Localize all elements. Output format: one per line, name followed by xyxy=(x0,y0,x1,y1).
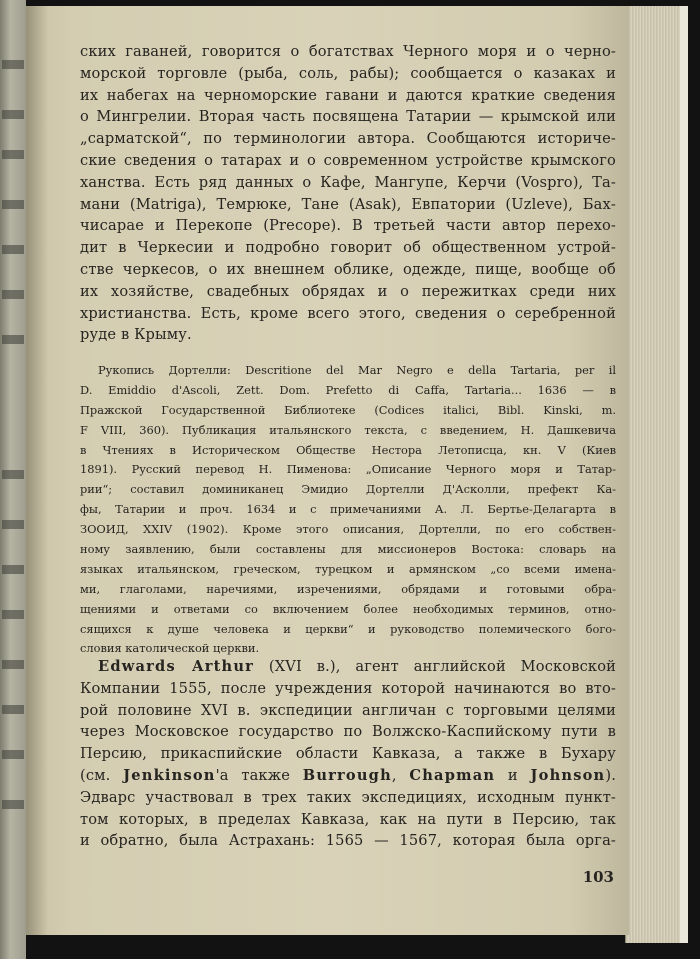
note-line: сящихся к душе человека и церкви“ и руководство полемического бого- xyxy=(80,621,616,636)
book-page xyxy=(26,6,629,935)
text-line: ских гаваней, говорится о богатствах Черного моря и о черно- xyxy=(80,43,616,60)
note-line: рии“; составил доминиканец Эмидио Дортелли Д'Асколли, префект Ка- xyxy=(80,482,616,497)
crossref-burrough: Burrough xyxy=(302,766,392,784)
page-block-edge xyxy=(625,6,686,943)
crossref-sep: и xyxy=(495,766,531,784)
text-line: том которых, в пределах Кавказа, как на пути в Персию, так xyxy=(80,810,616,828)
crossref-line xyxy=(80,765,616,787)
entry-heading-rest: (XVI в.), агент английской Московской xyxy=(254,658,616,675)
text-line: Компании 1555, после учреждения которой начинаются во вто- xyxy=(80,679,616,697)
text-line: руде в Крыму. xyxy=(80,326,192,344)
crossref-close: ). xyxy=(605,766,616,784)
text-line: Персию, прикаспийские области Кавказа, а также в Бухару xyxy=(80,745,616,763)
text-line: „сарматской“, по терминологии автора. Сообщаются историче- xyxy=(80,130,616,148)
note-line: Пражской Государственной Библиотеке (Codices italici, Bibl. Kinski, m. xyxy=(80,402,616,417)
entry-first-line xyxy=(80,656,616,678)
page-number: 103 xyxy=(582,868,614,886)
text-line: ские сведения о татарах и о современном устройстве крымского xyxy=(80,151,616,169)
crossref-open: (см. xyxy=(80,766,124,784)
text-line: ханства. Есть ряд данных о Кафе, Мангупе, Керчи (Vospro), Та- xyxy=(80,173,616,191)
text-line: морской торговле (рыба, соль, рабы); сообщается о казаках и xyxy=(80,64,616,82)
text-line: о Мингрелии. Вторая часть посвящена Татарии — крымской или xyxy=(80,108,616,126)
text-line: христианства. Есть, кроме всего этого, сведения о серебренной xyxy=(80,304,616,322)
text-line: стве черкесов, о их внешнем облике, одежде, пище, вообще об xyxy=(80,260,616,278)
note-line: языках итальянском, греческом, турецком и армянском „со всеми имена- xyxy=(80,561,616,576)
crossref-chapman: Chapman xyxy=(409,766,496,784)
entry-heading: Edwards Arthur xyxy=(98,658,255,675)
note-line: Рукопись Дортелли: Descritione del Mar Negro e della Tartaria, per il xyxy=(98,363,616,377)
text-line: чисарае и Перекопе (Precope). В третьей части автор перехо- xyxy=(80,217,616,235)
text-line: их хозяйстве, свадебных обрядах и о пережитках среди них xyxy=(80,282,616,300)
note-line: D. Emiddio d'Ascoli, Zett. Dom. Prefetto di Caffa, Tartaria... 1636 — в xyxy=(80,382,616,397)
text-line: и обратно, была Астрахань: 1565 — 1567, которая была орга- xyxy=(80,832,616,850)
note-line: ЗООИД, XXIV (1902). Кроме этого описания, Дортелли, по его собствен- xyxy=(80,522,616,537)
cover-edge xyxy=(680,6,688,943)
text-line: через Московское государство по Волжско-Каспийскому пути в xyxy=(80,723,616,741)
crossref-sep: , xyxy=(391,766,410,784)
note-line: ному заявлению, были составлены для миссионеров Востока: словарь на xyxy=(80,542,616,557)
note-line: в Чтениях в Историческом Обществе Нестора Летописца, кн. V (Киев xyxy=(80,442,616,457)
text-line: дит в Черкесии и подробно говорит об общественном устрой- xyxy=(80,239,616,257)
note-line: ми, глаголами, наречиями, изречениями, обрядами и готовыми обра- xyxy=(80,581,616,596)
crossref-sep: 'а также xyxy=(215,766,303,784)
main-paragraph xyxy=(80,41,616,346)
text-line: рой половине XVI в. экспедиции англичан с торговыми целями xyxy=(80,701,616,719)
gutter-shadow xyxy=(26,6,48,935)
text-line: мани (Matriga), Темрюке, Тане (Asak), Евпатории (Uzleve), Бах- xyxy=(80,195,616,213)
note-line: фы, Татарии и проч. 1634 и с примечаниями А. Л. Бертье-Делагарта в xyxy=(80,502,616,517)
crossref-jenkinson: Jenkinson xyxy=(123,766,216,784)
crossref-johnson: Johnson xyxy=(530,766,606,784)
note-line: F VIII, 360). Публикация итальянского текста, с введением, Н. Дашкевича xyxy=(80,422,616,437)
note-line: 1891). Русский перевод Н. Пименова: „Описание Черного моря и Татар- xyxy=(80,462,616,477)
note-line: словия католической церкви. xyxy=(80,641,260,656)
text-line: их набегах на черноморские гавани и даются краткие сведения xyxy=(80,86,616,104)
encyclopedia-entry xyxy=(80,656,616,852)
text-line: Эдварс участвовал в трех таких экспедициях, исходным пункт- xyxy=(80,788,616,806)
note-line: щениями и ответами со включением более необходимых терминов, отно- xyxy=(80,601,616,616)
adjacent-page-edge xyxy=(0,0,26,959)
bibliographic-note xyxy=(80,361,616,659)
